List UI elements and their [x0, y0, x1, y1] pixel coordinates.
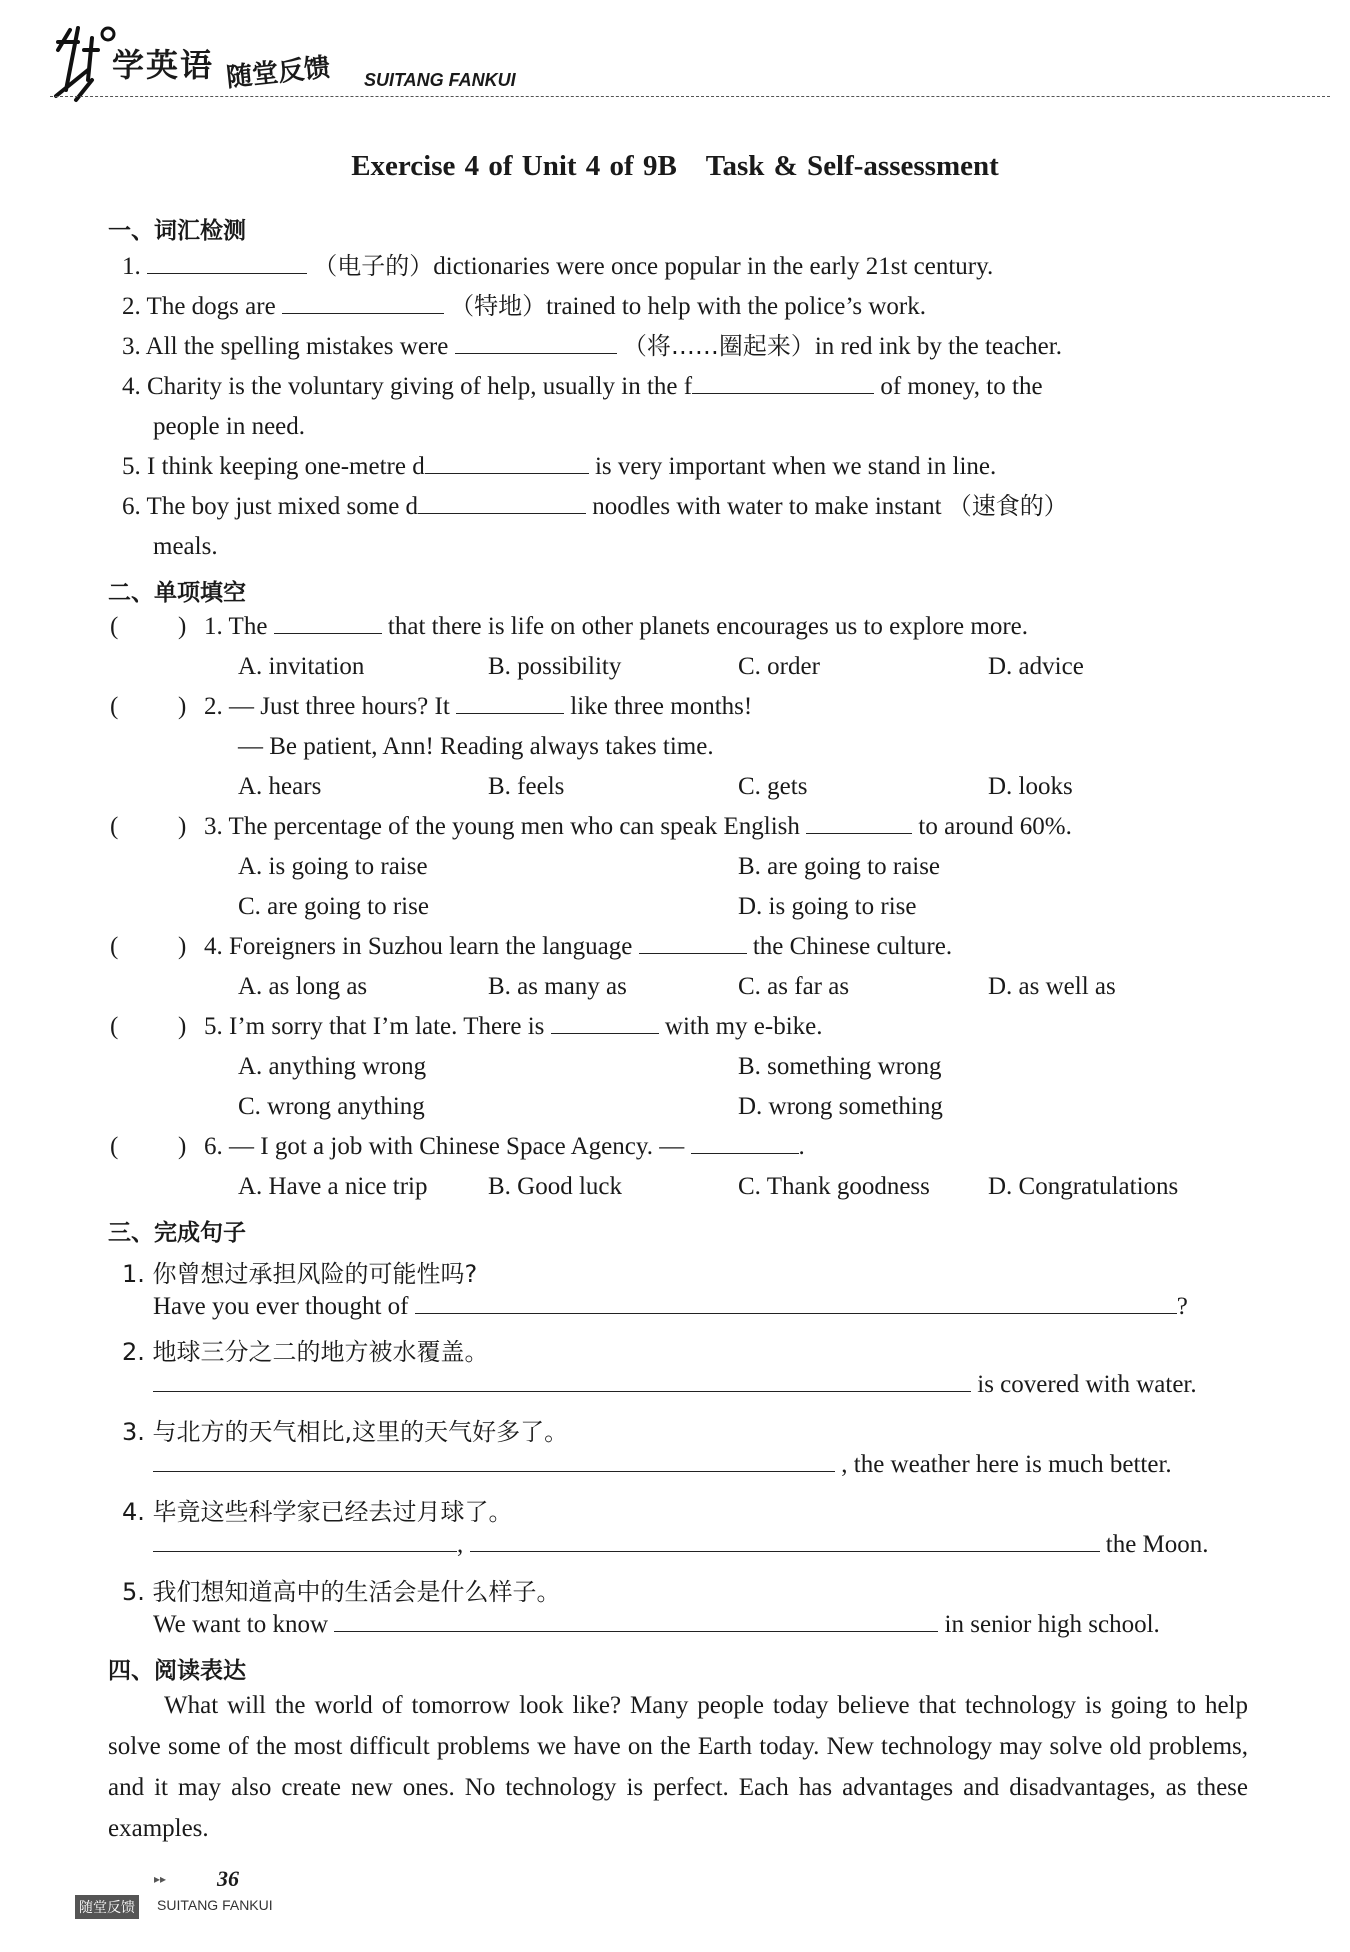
q-text: is covered with water. — [977, 1371, 1197, 1398]
q-text: ? — [1176, 1293, 1188, 1320]
answer-blank[interactable] — [153, 1390, 971, 1392]
arrows-icon: ▸▸ — [154, 1872, 167, 1886]
answer-blank[interactable] — [470, 1550, 1100, 1552]
cn-hint: （电子的） — [313, 252, 434, 280]
option-a[interactable]: A. invitation — [238, 653, 365, 680]
s3-q3-cn: 3. 与北方的天气相比,这里的天气好多了。 — [122, 1418, 569, 1446]
s2-q1 — [204, 614, 1028, 639]
section-1-heading: 一、词汇检测 — [108, 218, 246, 244]
answer-blank[interactable] — [692, 392, 874, 394]
s1-q1 — [122, 254, 993, 279]
section-2-heading: 二、单项填空 — [108, 580, 246, 606]
option-a[interactable]: A. Have a nice trip — [238, 1173, 428, 1200]
option-a[interactable]: A. is going to raise — [238, 853, 428, 880]
option-c[interactable]: C. order — [738, 653, 820, 680]
answer-blank[interactable] — [639, 952, 747, 954]
footer-tag: 随堂反馈 — [75, 1895, 139, 1919]
s3-q1-cn: 1. 你曾想过承担风险的可能性吗? — [122, 1260, 478, 1288]
q-text: 5. I think keeping one-metre — [122, 453, 406, 480]
option-d[interactable]: D. Congratulations — [988, 1173, 1179, 1200]
q-text: the Moon. — [1105, 1531, 1209, 1558]
cn-hint: （特地） — [450, 292, 547, 320]
option-d[interactable]: D. is going to rise — [738, 893, 917, 920]
logo-subtitle: 随堂反馈 — [224, 52, 332, 94]
reading-paragraph: What will the world of tomorrow look like? Many people today believe that technology is going to help solve some of the most difficult problems we have on the Earth today. New technology may solve old problems, and it may also create new ones. No technology is perfect. Each has advantages and disadvantages, as these examples. — [108, 1692, 1248, 1842]
option-d[interactable]: D. looks — [988, 773, 1073, 800]
option-b[interactable]: B. feels — [488, 773, 565, 800]
q-text: of money, to the — [880, 373, 1043, 400]
option-b[interactable]: B. possibility — [488, 653, 622, 680]
s3-q4 — [153, 1532, 1209, 1557]
option-a[interactable]: A. anything wrong — [238, 1053, 427, 1080]
answer-blank[interactable] — [282, 312, 444, 314]
s1-q6 — [122, 494, 1068, 519]
option-c[interactable]: C. are going to rise — [238, 893, 429, 920]
option-c[interactable]: C. gets — [738, 773, 808, 800]
q-text: dictionaries were once popular in the early 21st century. — [433, 253, 994, 280]
q-text: the Chinese culture. — [752, 933, 953, 960]
answer-blank[interactable] — [274, 632, 382, 634]
option-b[interactable]: B. are going to raise — [738, 853, 941, 880]
s3-q5 — [153, 1612, 1160, 1637]
answer-blank[interactable] — [691, 1152, 799, 1154]
paren-open: ( — [110, 1013, 119, 1040]
q-text: . — [798, 1133, 805, 1160]
s2-q2 — [204, 694, 752, 719]
first-letter: d — [405, 493, 419, 520]
option-b[interactable]: B. something wrong — [738, 1053, 942, 1080]
s1-q2 — [122, 294, 926, 319]
section-4-heading: 四、阅读表达 — [108, 1658, 246, 1684]
option-c[interactable]: C. Thank goodness — [738, 1173, 930, 1200]
answer-blank[interactable] — [153, 1470, 835, 1472]
s2-q3 — [204, 814, 1072, 839]
paren-close: ) — [178, 933, 187, 960]
s2-q4 — [204, 934, 952, 959]
option-c[interactable]: C. as far as — [738, 973, 850, 1000]
q-text: 1. The — [204, 613, 268, 640]
q-text: to around 60%. — [918, 813, 1072, 840]
q-text: 4. Foreigners in Suzhou learn the language — [204, 933, 633, 960]
s3-q3 — [153, 1452, 1172, 1477]
first-letter: d — [412, 453, 425, 480]
q-text: 6. The boy just mixed some — [122, 493, 400, 520]
answer-blank[interactable] — [153, 1550, 457, 1552]
q-text: in senior high school. — [944, 1611, 1160, 1638]
cn-hint: （将……圈起来） — [622, 332, 815, 360]
q-text: 3. All the spelling mistakes were — [122, 333, 449, 360]
option-d[interactable]: D. advice — [988, 653, 1084, 680]
answer-blank[interactable] — [425, 472, 589, 474]
page-title: Exercise 4 of Unit 4 of 9B Task & Self-assessment — [351, 150, 999, 182]
s1-q4 — [122, 374, 1043, 399]
paren-close: ) — [178, 613, 187, 640]
paren-open: ( — [110, 1133, 119, 1160]
footer-english: SUITANG FANKUI — [157, 1897, 273, 1913]
answer-blank[interactable] — [334, 1630, 938, 1632]
s3-q5-cn: 5. 我们想知道高中的生活会是什么样子。 — [122, 1578, 561, 1606]
cn-hint: （速食的） — [947, 492, 1068, 520]
section-3-heading: 三、完成句子 — [108, 1220, 246, 1246]
option-d[interactable]: D. as well as — [988, 973, 1116, 1000]
s1-q6-cont: meals. — [153, 533, 218, 560]
s3-q1 — [153, 1294, 1188, 1319]
q-text: 6. — I got a job with Chinese Space Agency. — — [204, 1133, 685, 1160]
s1-q4-cont: people in need. — [153, 413, 306, 440]
header-divider — [50, 96, 1330, 97]
option-b[interactable]: B. Good luck — [488, 1173, 623, 1200]
s3-q2-cn: 2. 地球三分之二的地方被水覆盖。 — [122, 1338, 489, 1366]
s3-q4-cn: 4. 毕竟这些科学家已经去过月球了。 — [122, 1498, 513, 1526]
q-text: is very important when we stand in line. — [594, 453, 997, 480]
option-c[interactable]: C. wrong anything — [238, 1093, 425, 1120]
logo-icon — [48, 20, 118, 104]
first-letter: f — [683, 373, 693, 400]
q-text: that there is life on other planets encourages us to explore more. — [387, 613, 1028, 640]
answer-blank[interactable] — [147, 272, 307, 274]
q-text: , the weather here is much better. — [841, 1451, 1172, 1478]
paren-open: ( — [110, 613, 119, 640]
q-text: We want to know — [153, 1611, 329, 1638]
paren-open: ( — [110, 693, 119, 720]
q-text: 2. — Just three hours? It — [204, 693, 450, 720]
s1-q3 — [122, 334, 1062, 359]
page-number: 36 — [217, 1866, 239, 1891]
answer-blank[interactable] — [551, 1032, 659, 1034]
q-text: , — [457, 1531, 464, 1558]
q-text: Have you ever thought of — [153, 1293, 409, 1320]
q-text: like three months! — [570, 693, 753, 720]
q-text: 5. I’m sorry that I’m late. There is — [204, 1013, 545, 1040]
s3-q2 — [153, 1372, 1197, 1397]
answer-blank[interactable] — [806, 832, 912, 834]
q-text: in red ink by the teacher. — [814, 333, 1062, 360]
q-text: 3. The percentage of the young men who can speak English — [204, 813, 800, 840]
q-text: trained to help with the police’s work. — [546, 293, 926, 320]
s1-q5 — [122, 454, 996, 479]
paren-close: ) — [178, 1013, 187, 1040]
s2-q6 — [204, 1134, 805, 1159]
s2-q2-line2: — Be patient, Ann! Reading always takes time. — [238, 733, 714, 760]
answer-blank[interactable] — [418, 512, 586, 514]
q-text: with my e-bike. — [664, 1013, 823, 1040]
paren-open: ( — [110, 933, 119, 960]
q-text: 2. The dogs are — [122, 293, 276, 320]
logo-english: SUITANG FANKUI — [364, 70, 516, 90]
answer-blank[interactable] — [415, 1312, 1177, 1314]
s2-q5 — [204, 1014, 823, 1039]
paren-close: ) — [178, 813, 187, 840]
q-text: 4. Charity is the voluntary giving of help, usually in the — [122, 373, 678, 400]
paren-open: ( — [110, 813, 119, 840]
option-a[interactable]: A. hears — [238, 773, 322, 800]
logo-title: 学英语 — [112, 46, 215, 84]
option-a[interactable]: A. as long as — [238, 973, 368, 1000]
paren-close: ) — [178, 1133, 187, 1160]
paren-close: ) — [178, 693, 187, 720]
q-text: noodles with water to make instant — [592, 493, 942, 520]
answer-blank[interactable] — [456, 712, 564, 714]
answer-blank[interactable] — [455, 352, 617, 354]
option-b[interactable]: B. as many as — [488, 973, 627, 1000]
option-d[interactable]: D. wrong something — [738, 1093, 943, 1120]
q-num: 1. — [122, 253, 141, 280]
